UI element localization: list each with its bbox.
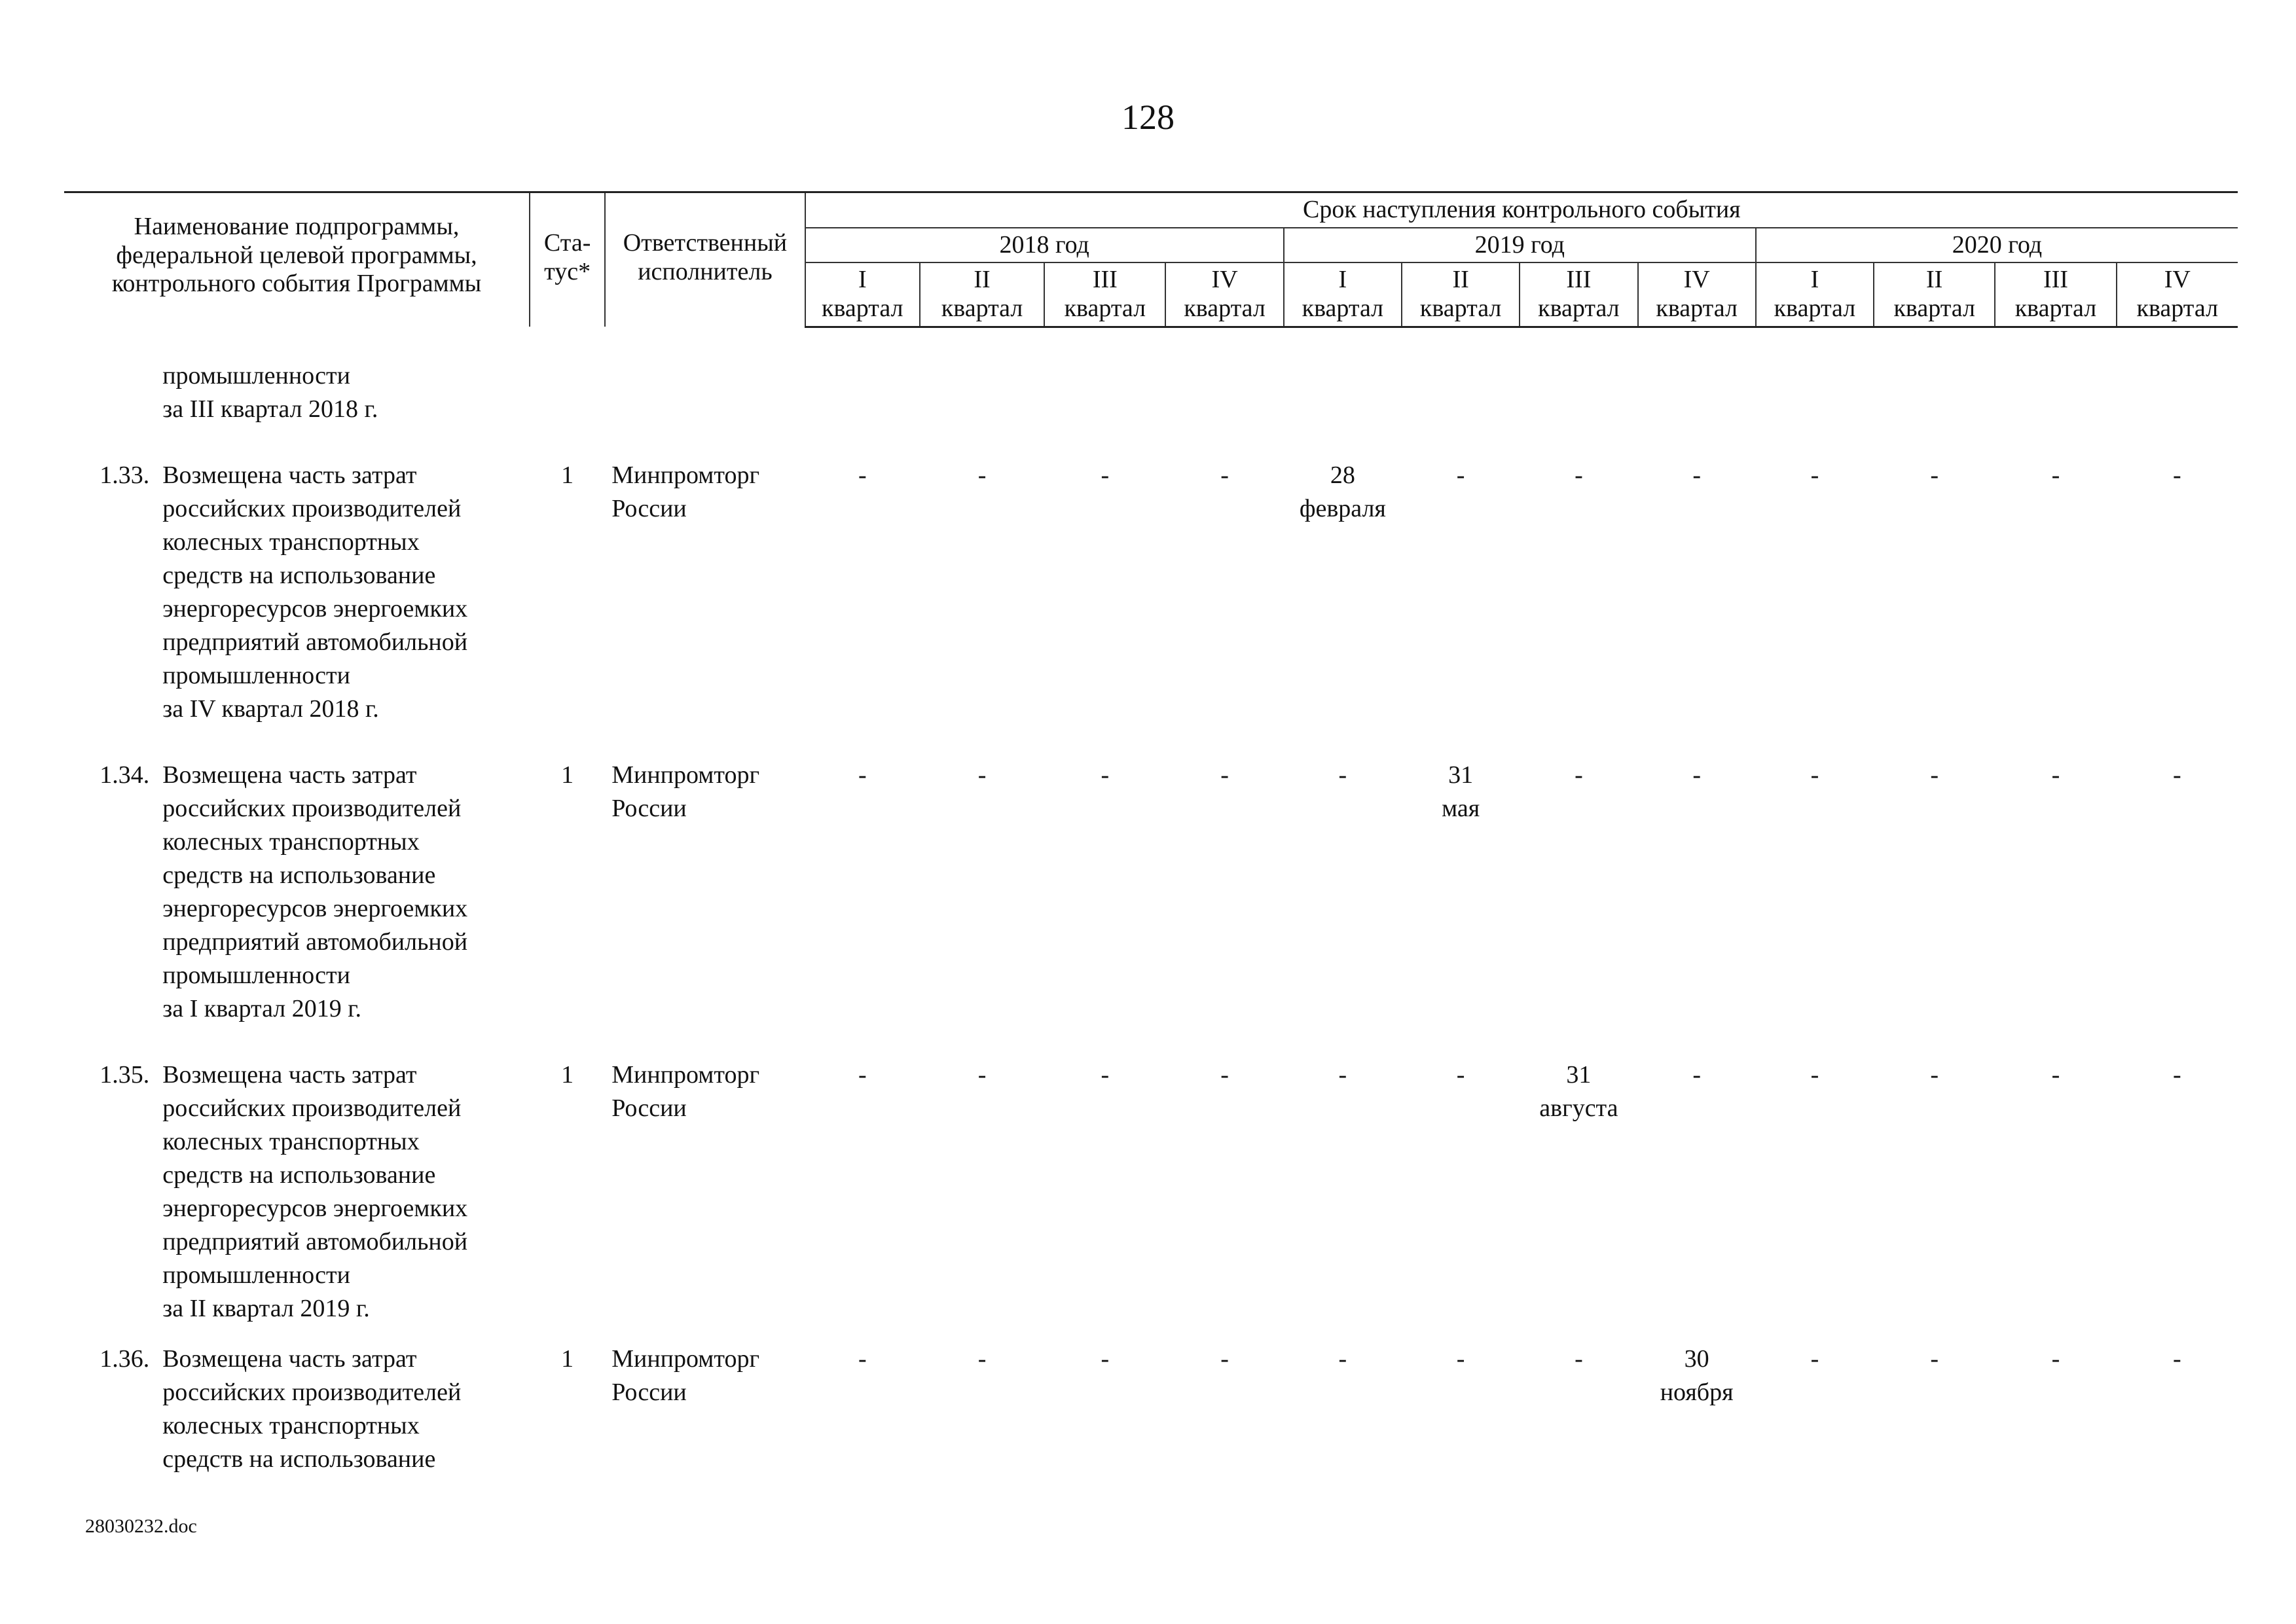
header-quarter: III квартал bbox=[1044, 262, 1165, 327]
quarter-cell: - bbox=[858, 461, 867, 489]
quarter-cell: - bbox=[2051, 1344, 2060, 1373]
table-row bbox=[64, 1026, 2238, 1326]
event-executor: Минпромторг России bbox=[611, 1344, 760, 1406]
quarter-cell: - bbox=[858, 761, 867, 789]
quarter-cell: 31 мая bbox=[1442, 761, 1480, 822]
row-number: 1.33. bbox=[100, 461, 150, 489]
quarter-cell: - bbox=[858, 1060, 867, 1089]
header-quarter: I квартал bbox=[1284, 262, 1402, 327]
quarter-cell: - bbox=[1101, 461, 1110, 489]
row-number: 1.34. bbox=[100, 761, 150, 789]
document-file-id: 28030232.doc bbox=[85, 1515, 197, 1537]
header-deadline-title: Срок наступления контрольного события bbox=[805, 192, 2238, 228]
quarter-cell: - bbox=[2172, 1344, 2181, 1373]
event-status: 1 bbox=[561, 1060, 574, 1089]
quarter-cell: - bbox=[1456, 1060, 1465, 1089]
quarter-cell: - bbox=[1220, 461, 1229, 489]
quarter-cell: - bbox=[2172, 1060, 2181, 1089]
quarter-cell: - bbox=[1101, 1060, 1110, 1089]
quarter-cell: - bbox=[1338, 761, 1347, 789]
quarter-cell: - bbox=[2051, 1060, 2060, 1089]
header-executor-column: Ответственный исполнитель bbox=[605, 192, 805, 327]
quarter-cell: - bbox=[1810, 761, 1819, 789]
header-quarter: II квартал bbox=[1874, 262, 1995, 327]
event-name: Возмещена часть затрат российских производителей колесных транспортных средств на использование энергоресурсов энергоемких предприятий автомобильной промышленности за IV квартал 2018 г. bbox=[162, 461, 468, 723]
quarter-cell: - bbox=[1101, 1344, 1110, 1373]
event-name: Возмещена часть затрат российских производителей колесных транспортных средств на использование энергоресурсов энергоемких предприятий автомобильной промышленности за II квартал 2019 г. bbox=[162, 1060, 468, 1322]
quarter-cell: - bbox=[1220, 761, 1229, 789]
header-quarter: IV квартал bbox=[2117, 262, 2238, 327]
event-status: 1 bbox=[561, 461, 574, 489]
quarter-cell: - bbox=[1930, 1060, 1939, 1089]
quarter-cell: - bbox=[1101, 761, 1110, 789]
continuation-num-cell bbox=[64, 327, 156, 426]
header-year-2019: 2019 год bbox=[1284, 228, 1756, 263]
continuation-text: промышленности за III квартал 2018 г. bbox=[162, 361, 378, 423]
quarter-cell: - bbox=[1692, 461, 1701, 489]
header-status-column: Ста- тус* bbox=[530, 192, 605, 327]
event-executor: Минпромторг России bbox=[611, 461, 760, 522]
quarter-cell: - bbox=[1692, 761, 1701, 789]
header-quarter: I квартал bbox=[1756, 262, 1874, 327]
quarter-cell: - bbox=[2172, 461, 2181, 489]
header-year-2018: 2018 год bbox=[805, 228, 1284, 263]
quarter-cell: - bbox=[2051, 761, 2060, 789]
event-status: 1 bbox=[561, 761, 574, 789]
event-executor: Минпромторг России bbox=[611, 1060, 760, 1122]
table-row bbox=[64, 426, 2238, 726]
quarter-cell: - bbox=[1930, 461, 1939, 489]
header-quarter: III квартал bbox=[1520, 262, 1637, 327]
quarter-cell: - bbox=[977, 461, 987, 489]
quarter-cell: - bbox=[1930, 1344, 1939, 1373]
quarter-cell: - bbox=[2172, 761, 2181, 789]
table-row bbox=[64, 1326, 2238, 1476]
header-quarter: IV квартал bbox=[1165, 262, 1283, 327]
quarter-cell: - bbox=[977, 761, 987, 789]
row-number: 1.36. bbox=[100, 1344, 150, 1373]
header-quarter: IV квартал bbox=[1638, 262, 1756, 327]
event-name: Возмещена часть затрат российских производителей колесных транспортных средств на использование bbox=[162, 1344, 462, 1473]
quarter-cell: - bbox=[1456, 461, 1465, 489]
quarter-cell: 28 февраля bbox=[1299, 461, 1386, 522]
quarter-cell: - bbox=[1575, 1344, 1583, 1373]
header-year-2020: 2020 год bbox=[1756, 228, 2238, 263]
quarter-cell: - bbox=[1575, 461, 1583, 489]
header-name-column: Наименование подпрограммы, федеральной целевой программы, контрольного события Программы bbox=[64, 192, 530, 327]
quarter-cell: - bbox=[1338, 1344, 1347, 1373]
header-quarter: I квартал bbox=[805, 262, 920, 327]
quarter-cell: - bbox=[1220, 1060, 1229, 1089]
control-events-table bbox=[64, 191, 2238, 1476]
quarter-cell: - bbox=[977, 1344, 987, 1373]
quarter-cell: - bbox=[1810, 461, 1819, 489]
quarter-cell: - bbox=[1456, 1344, 1465, 1373]
quarter-cell: - bbox=[1810, 1060, 1819, 1089]
quarter-cell: - bbox=[2051, 461, 2060, 489]
control-events-table-wrapper bbox=[64, 191, 2238, 1476]
quarter-cell: - bbox=[1575, 761, 1583, 789]
table-row bbox=[64, 726, 2238, 1026]
quarter-cell: - bbox=[858, 1344, 867, 1373]
quarter-cell: - bbox=[1220, 1344, 1229, 1373]
quarter-cell: 30 ноября bbox=[1660, 1344, 1734, 1406]
quarter-cell: - bbox=[1930, 761, 1939, 789]
quarter-cell: - bbox=[1692, 1060, 1701, 1089]
header-quarter: III квартал bbox=[1995, 262, 2116, 327]
quarter-cell: 31 августа bbox=[1539, 1060, 1618, 1122]
header-quarter: II квартал bbox=[920, 262, 1044, 327]
quarter-cell: - bbox=[1338, 1060, 1347, 1089]
quarter-cell: - bbox=[977, 1060, 987, 1089]
row-number: 1.35. bbox=[100, 1060, 150, 1089]
event-name: Возмещена часть затрат российских производителей колесных транспортных средств на использование энергоресурсов энергоемких предприятий автомобильной промышленности за I квартал 2019 г. bbox=[162, 761, 468, 1022]
event-status: 1 bbox=[561, 1344, 574, 1373]
header-quarter: II квартал bbox=[1402, 262, 1520, 327]
page-number: 128 bbox=[1121, 98, 1175, 137]
quarter-cell: - bbox=[1810, 1344, 1819, 1373]
event-executor: Минпромторг России bbox=[611, 761, 760, 822]
